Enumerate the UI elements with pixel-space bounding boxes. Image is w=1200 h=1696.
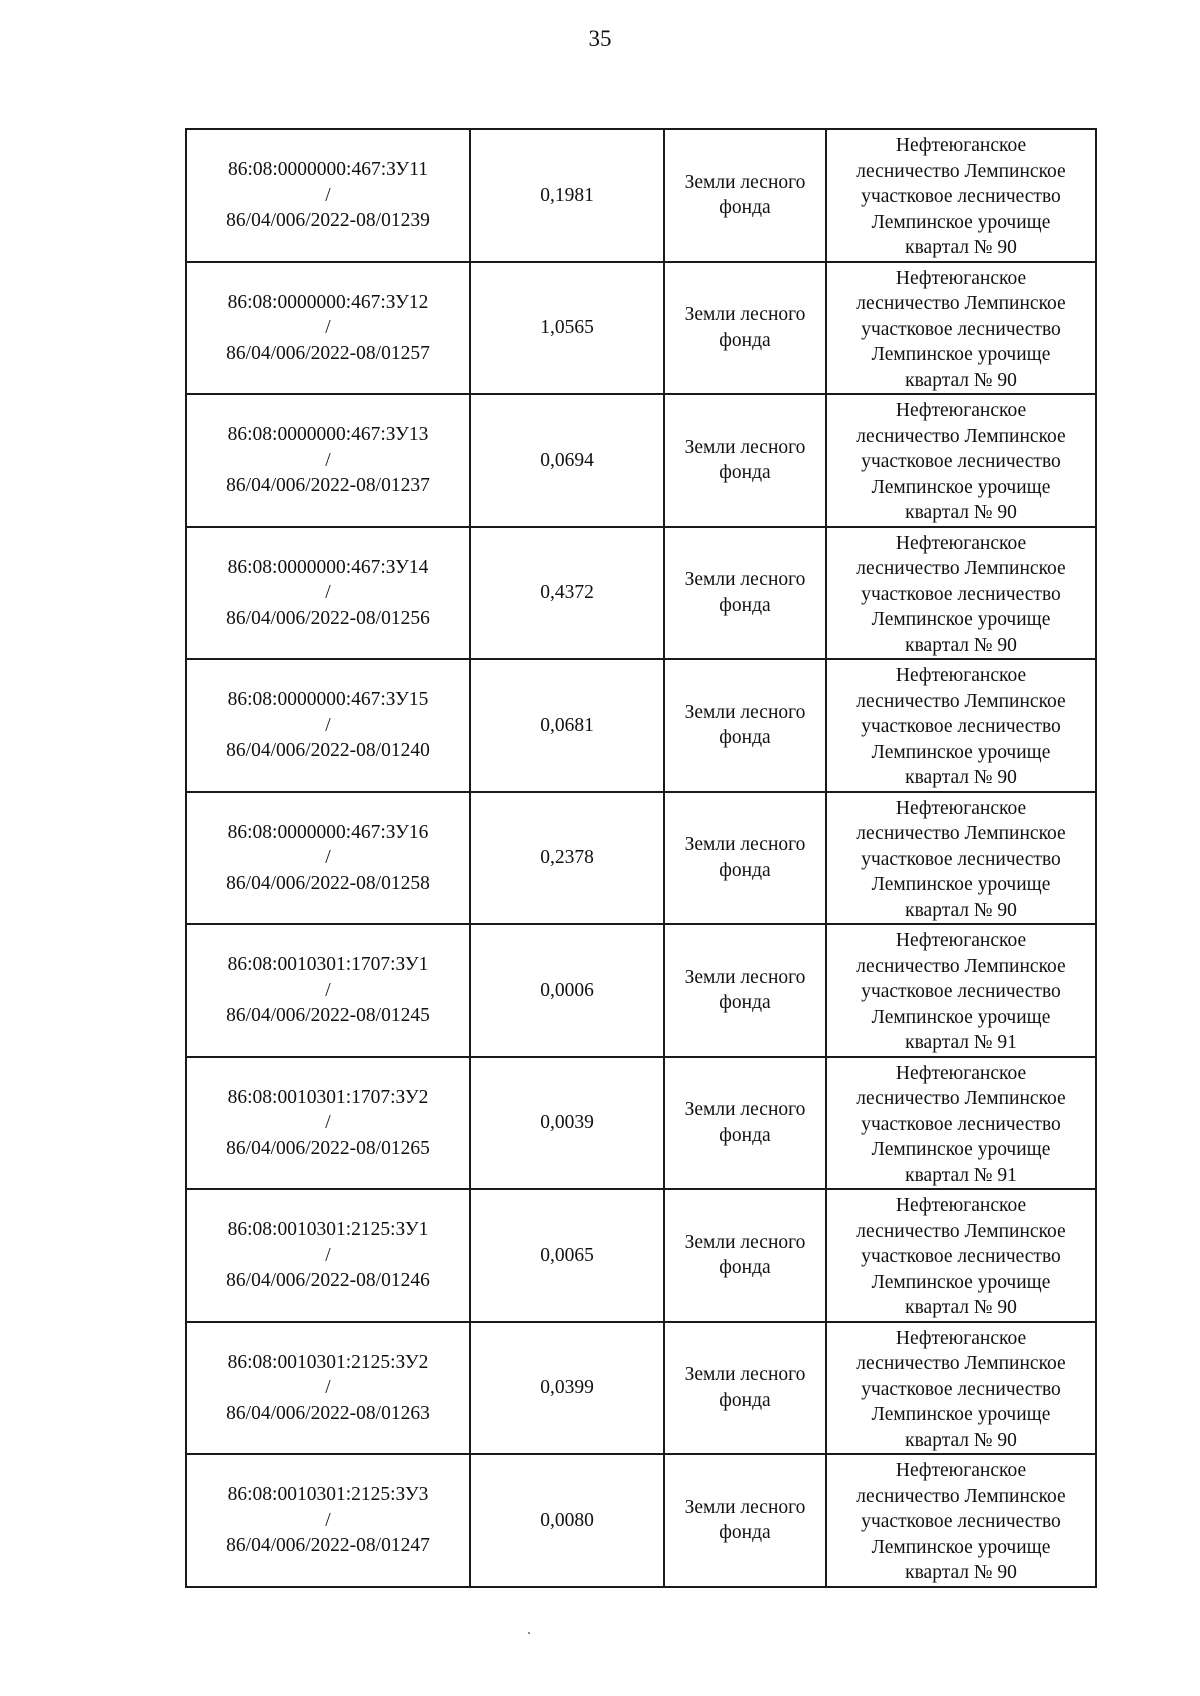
category-cell	[664, 527, 826, 660]
location-line: участковое лесничество	[861, 186, 1061, 207]
separator-slash: /	[325, 1509, 331, 1531]
category-line: Земли лесного	[684, 304, 806, 326]
cadastral-cell	[186, 262, 470, 395]
location-cell	[826, 792, 1096, 925]
category-line: Земли лесного	[684, 834, 806, 856]
area-cell: 0,0006	[470, 924, 664, 1057]
location-line: лесничество Лемпинское	[856, 690, 1066, 712]
location-line: Нефтеюганское	[895, 1062, 1027, 1084]
category-line: фонда	[719, 1257, 771, 1279]
location-line: лесничество Лемпинское	[856, 1485, 1066, 1507]
location-line: Нефтеюганское	[895, 665, 1027, 686]
table-row	[186, 924, 1096, 1057]
location-line: участковое лесничество	[861, 318, 1061, 340]
location-line: Лемпинское урочище	[871, 741, 1051, 763]
location-line: Нефтеюганское	[895, 135, 1027, 156]
location-line: участковое лесничество	[861, 1113, 1061, 1135]
location-line: квартал № 90	[905, 1297, 1017, 1318]
location-line: Лемпинское урочище	[871, 1271, 1051, 1293]
table-row	[186, 527, 1096, 660]
cadastral-number: 86:08:0010301:1707:ЗУ1	[227, 954, 429, 975]
cadastral-cell	[186, 129, 470, 262]
area-cell: 0,0039	[470, 1057, 664, 1190]
category-line: фонда	[719, 197, 771, 219]
cadastral-number: 86:08:0000000:467:ЗУ14	[227, 556, 429, 578]
location-line: квартал № 90	[905, 1562, 1017, 1583]
registration-number: 86/04/006/2022-08/01245	[226, 1005, 430, 1026]
category-cell	[664, 924, 826, 1057]
location-line: лесничество Лемпинское	[856, 293, 1066, 314]
area-cell: 0,4372	[470, 527, 664, 660]
category-line: фонда	[719, 594, 771, 616]
location-line: участковое лесничество	[861, 451, 1061, 472]
category-line: Земли лесного	[684, 966, 806, 988]
scan-artifact-dot	[528, 1632, 530, 1634]
table-row	[186, 792, 1096, 925]
table-row	[186, 659, 1096, 792]
location-line: квартал № 90	[905, 502, 1017, 523]
area-cell: 0,0694	[470, 394, 664, 527]
area-cell: 0,1981	[470, 129, 664, 262]
registration-number: 86/04/006/2022-08/01237	[226, 475, 430, 496]
category-cell	[664, 1454, 826, 1587]
category-line: Земли лесного	[684, 1496, 806, 1518]
location-line: Лемпинское урочище	[871, 1139, 1051, 1160]
location-line: участковое лесничество	[861, 1378, 1061, 1400]
cadastral-cell	[186, 924, 470, 1057]
location-line: квартал № 90	[905, 237, 1017, 258]
location-line: Нефтеюганское	[895, 1327, 1027, 1349]
cadastral-number: 86:08:0000000:467:ЗУ16	[227, 821, 429, 843]
registration-number: 86/04/006/2022-08/01257	[226, 342, 430, 364]
separator-slash: /	[325, 449, 331, 471]
location-line: Лемпинское урочище	[871, 609, 1051, 630]
cadastral-number: 86:08:0000000:467:ЗУ13	[227, 424, 429, 445]
registration-number: 86/04/006/2022-08/01239	[226, 210, 430, 231]
location-line: лесничество Лемпинское	[856, 823, 1066, 844]
location-line: Нефтеюганское	[895, 1195, 1027, 1216]
category-cell	[664, 659, 826, 792]
category-cell	[664, 1322, 826, 1455]
separator-slash: /	[325, 317, 331, 338]
location-line: квартал № 90	[905, 369, 1017, 391]
location-line: квартал № 90	[905, 1429, 1017, 1451]
location-line: лесничество Лемпинское	[856, 1220, 1066, 1242]
registration-number: 86/04/006/2022-08/01265	[226, 1137, 430, 1159]
registration-number: 86/04/006/2022-08/01263	[226, 1402, 430, 1424]
location-cell	[826, 1454, 1096, 1587]
category-line: фонда	[719, 329, 771, 351]
location-line: участковое лесничество	[861, 848, 1061, 870]
category-line: фонда	[719, 462, 771, 484]
location-line: Лемпинское урочище	[871, 344, 1051, 365]
location-cell	[826, 1322, 1096, 1455]
category-line: фонда	[719, 1389, 771, 1411]
table-row	[186, 1322, 1096, 1455]
category-cell	[664, 394, 826, 527]
location-cell	[826, 659, 1096, 792]
cadastral-cell	[186, 394, 470, 527]
category-line: фонда	[719, 727, 771, 749]
location-line: лесничество Лемпинское	[856, 558, 1066, 579]
category-line: Земли лесного	[684, 569, 806, 591]
registration-number: 86/04/006/2022-08/01247	[226, 1535, 430, 1556]
category-line: Земли лесного	[684, 1364, 806, 1386]
location-line: участковое лесничество	[861, 981, 1061, 1002]
category-line: фонда	[719, 1522, 771, 1544]
category-cell	[664, 1189, 826, 1322]
area-cell: 0,0065	[470, 1189, 664, 1322]
cadastral-cell	[186, 1057, 470, 1190]
cadastral-cell	[186, 527, 470, 660]
location-line: Лемпинское урочище	[871, 211, 1051, 233]
area-cell: 1,0565	[470, 262, 664, 395]
category-line: фонда	[719, 992, 771, 1014]
area-cell: 0,2378	[470, 792, 664, 925]
category-cell	[664, 129, 826, 262]
location-cell	[826, 527, 1096, 660]
category-line: Земли лесного	[684, 1231, 806, 1253]
cadastral-number: 86:08:0010301:2125:ЗУ3	[227, 1484, 429, 1505]
location-line: квартал № 90	[905, 899, 1017, 921]
cadastral-cell	[186, 792, 470, 925]
cadastral-number: 86:08:0000000:467:ЗУ12	[227, 291, 429, 313]
registration-number: 86/04/006/2022-08/01246	[226, 1270, 430, 1291]
area-cell: 0,0399	[470, 1322, 664, 1455]
land-plots-table	[185, 128, 1097, 1588]
cadastral-cell	[186, 1322, 470, 1455]
cadastral-number: 86:08:0010301:2125:ЗУ1	[227, 1219, 429, 1240]
location-line: Лемпинское урочище	[871, 1536, 1051, 1558]
table-row	[186, 1454, 1096, 1587]
location-cell	[826, 129, 1096, 262]
cadastral-number: 86:08:0000000:467:ЗУ15	[227, 689, 429, 710]
area-cell: 0,0681	[470, 659, 664, 792]
table-row	[186, 394, 1096, 527]
cadastral-cell	[186, 1189, 470, 1322]
location-cell	[826, 262, 1096, 395]
location-line: участковое лесничество	[861, 583, 1061, 605]
registration-number: 86/04/006/2022-08/01240	[226, 740, 430, 761]
location-line: участковое лесничество	[861, 1511, 1061, 1532]
cadastral-number: 86:08:0000000:467:ЗУ11	[227, 159, 429, 180]
table-row	[186, 1189, 1096, 1322]
table-row	[186, 129, 1096, 262]
location-line: квартал № 90	[905, 767, 1017, 788]
table-row	[186, 262, 1096, 395]
location-cell	[826, 924, 1096, 1057]
registration-number: 86/04/006/2022-08/01258	[226, 872, 430, 894]
location-line: лесничество Лемпинское	[856, 1353, 1066, 1374]
location-line: Нефтеюганское	[895, 267, 1027, 289]
page-number: 35	[588, 26, 612, 51]
location-line: Нефтеюганское	[895, 532, 1027, 554]
location-line: Нефтеюганское	[895, 400, 1027, 421]
location-line: лесничество Лемпинское	[856, 425, 1066, 447]
location-line: Лемпинское урочище	[871, 874, 1051, 895]
category-line: Земли лесного	[684, 436, 806, 458]
separator-slash: /	[325, 184, 331, 206]
location-line: квартал № 90	[905, 634, 1017, 656]
table-row	[186, 1057, 1096, 1190]
registration-number: 86/04/006/2022-08/01256	[226, 607, 430, 629]
category-cell	[664, 1057, 826, 1190]
location-line: Лемпинское урочище	[871, 476, 1051, 498]
location-line: лесничество Лемпинское	[856, 160, 1066, 182]
location-line: Лемпинское урочище	[871, 1404, 1051, 1425]
location-line: лесничество Лемпинское	[856, 955, 1066, 977]
area-cell: 0,0080	[470, 1454, 664, 1587]
separator-slash: /	[325, 847, 331, 868]
location-line: лесничество Лемпинское	[856, 1088, 1066, 1109]
cadastral-number: 86:08:0010301:1707:ЗУ2	[227, 1086, 429, 1108]
location-line: квартал № 91	[905, 1164, 1017, 1186]
separator-slash: /	[325, 1112, 331, 1133]
separator-slash: /	[325, 979, 331, 1001]
category-line: фонда	[719, 859, 771, 881]
location-cell	[826, 394, 1096, 527]
location-line: квартал № 91	[905, 1032, 1017, 1053]
location-cell	[826, 1189, 1096, 1322]
category-line: Земли лесного	[684, 171, 806, 193]
separator-slash: /	[325, 714, 331, 736]
location-line: Лемпинское урочище	[871, 1006, 1051, 1028]
separator-slash: /	[325, 582, 331, 603]
separator-slash: /	[325, 1244, 331, 1266]
cadastral-cell	[186, 1454, 470, 1587]
category-cell	[664, 792, 826, 925]
location-line: участковое лесничество	[861, 716, 1061, 737]
separator-slash: /	[325, 1377, 331, 1398]
location-line: Нефтеюганское	[895, 1460, 1027, 1481]
category-cell	[664, 262, 826, 395]
location-line: Нефтеюганское	[895, 797, 1027, 819]
category-line: фонда	[719, 1124, 771, 1146]
location-cell	[826, 1057, 1096, 1190]
cadastral-number: 86:08:0010301:2125:ЗУ2	[227, 1351, 429, 1373]
location-line: Нефтеюганское	[895, 930, 1027, 951]
category-line: Земли лесного	[684, 701, 806, 723]
category-line: Земли лесного	[684, 1099, 806, 1121]
cadastral-cell	[186, 659, 470, 792]
location-line: участковое лесничество	[861, 1246, 1061, 1267]
table-body	[186, 129, 1096, 1587]
